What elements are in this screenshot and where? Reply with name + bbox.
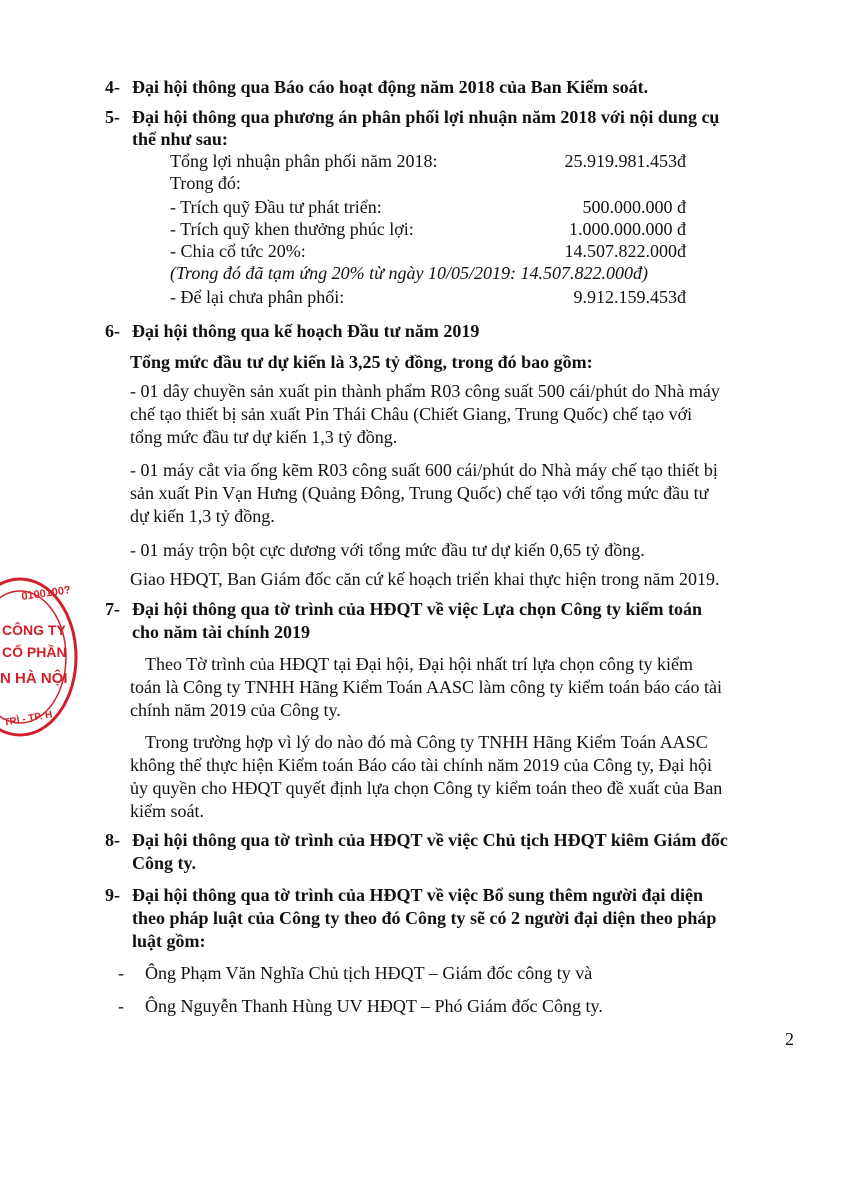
stamp-text: CÔNG TY bbox=[2, 622, 66, 638]
profit-row-value: 9.912.159.453đ bbox=[573, 287, 686, 307]
investment-bullet-line: dự kiến 1,3 tỷ đồng. bbox=[130, 506, 275, 526]
investment-subheading: Tổng mức đầu tư dự kiến là 3,25 tỷ đồng, trong đó bao gồm: bbox=[130, 352, 593, 372]
item-4-text: Đại hội thông qua Báo cáo hoạt động năm 2018 của Ban Kiểm soát. bbox=[132, 77, 649, 97]
investment-bullet-line: tổng mức đầu tư dự kiến 1,3 tỷ đồng. bbox=[130, 427, 398, 447]
auditor-paragraph-line: chính năm 2019 của Công ty. bbox=[130, 700, 341, 720]
item-7-number: 7- bbox=[105, 599, 120, 619]
item-8-number: 8- bbox=[105, 830, 120, 850]
auditor-paragraph-line: ủy quyền cho HĐQT quyết định lựa chọn Công ty kiểm toán theo đề xuất của Ban bbox=[130, 778, 723, 798]
profit-row-value: 500.000.000 đ bbox=[582, 197, 686, 217]
item-8-line2: Công ty. bbox=[132, 853, 197, 873]
profit-row-label: - Trích quỹ khen thưởng phúc lợi: bbox=[170, 219, 414, 239]
item-7-line2: cho năm tài chính 2019 bbox=[132, 622, 311, 642]
representative-dash: - bbox=[118, 996, 124, 1016]
item-7-line1: Đại hội thông qua tờ trình của HĐQT về việc Lựa chọn Công ty kiểm toán bbox=[132, 599, 702, 619]
dividend-advance-note: (Trong đó đã tạm ứng 20% từ ngày 10/05/2019: 14.507.822.000đ) bbox=[170, 263, 648, 283]
auditor-paragraph-line: toán là Công ty TNHH Hãng Kiểm Toán AASC làm công ty kiểm toán báo cáo tài bbox=[130, 677, 722, 697]
item-5-line1: Đại hội thông qua phương án phân phối lợi nhuận năm 2018 với nội dung cụ bbox=[132, 107, 720, 127]
profit-row-label: Tổng lợi nhuận phân phối năm 2018: bbox=[170, 151, 438, 171]
auditor-paragraph-line: Trong trường hợp vì lý do nào đó mà Công ty TNHH Hãng Kiểm Toán AASC bbox=[145, 732, 708, 752]
item-9-line3: luật gồm: bbox=[132, 931, 206, 951]
profit-row-label: - Trích quỹ Đầu tư phát triển: bbox=[170, 197, 382, 217]
profit-row-value: 1.000.000.000 đ bbox=[569, 219, 686, 239]
stamp-text: 0100100? bbox=[20, 584, 72, 603]
auditor-paragraph-line: không thể thực hiện Kiểm toán Báo cáo tài chính năm 2019 của Công ty, Đại hội bbox=[130, 755, 712, 775]
stamp-text: N HÀ NỘI bbox=[0, 670, 68, 687]
item-6-number: 6- bbox=[105, 321, 120, 341]
profit-row-label: - Chia cổ tức 20%: bbox=[170, 241, 306, 261]
item-4-number: 4- bbox=[105, 77, 120, 97]
investment-bullet-line: - 01 máy trộn bột cực dương với tổng mức đầu tư dự kiến 0,65 tỷ đồng. bbox=[130, 540, 645, 560]
representative-item: Ông Nguyễn Thanh Hùng UV HĐQT – Phó Giám đốc Công ty. bbox=[145, 996, 603, 1016]
investment-bullet-line: chế tạo thiết bị sản xuất Pin Thái Châu (Chiết Giang, Trung Quốc) chế tạo với bbox=[130, 404, 693, 424]
representative-item: Ông Phạm Văn Nghĩa Chủ tịch HĐQT – Giám đốc công ty và bbox=[145, 963, 593, 983]
profit-row-label: - Để lại chưa phân phối: bbox=[170, 287, 345, 307]
investment-closing: Giao HĐQT, Ban Giám đốc căn cứ kế hoạch triển khai thực hiện trong năm 2019. bbox=[130, 569, 720, 589]
item-9-number: 9- bbox=[105, 885, 120, 905]
profit-row-value: 25.919.981.453đ bbox=[564, 151, 686, 171]
item-6-text: Đại hội thông qua kế hoạch Đầu tư năm 2019 bbox=[132, 321, 480, 341]
item-5-line2: thể như sau: bbox=[132, 129, 228, 149]
profit-row-value: 14.507.822.000đ bbox=[564, 241, 686, 261]
representative-dash: - bbox=[118, 963, 124, 983]
item-8-line1: Đại hội thông qua tờ trình của HĐQT về việc Chủ tịch HĐQT kiêm Giám đốc bbox=[132, 830, 728, 850]
item-5-number: 5- bbox=[105, 107, 120, 127]
auditor-paragraph-line: kiểm soát. bbox=[130, 801, 204, 821]
auditor-paragraph-line: Theo Tờ trình của HĐQT tại Đại hội, Đại hội nhất trí lựa chọn công ty kiểm bbox=[145, 654, 693, 674]
investment-bullet-line: - 01 máy cắt via ống kẽm R03 công suất 600 cái/phút do Nhà máy chế tạo thiết bị bbox=[130, 460, 718, 480]
item-9-line2: theo pháp luật của Công ty theo đó Công ty sẽ có 2 người đại diện theo pháp bbox=[132, 908, 717, 928]
page-number: 2 bbox=[785, 1029, 794, 1049]
investment-bullet-line: sản xuất Pin Vạn Hưng (Quảng Đông, Trung Quốc) chế tạo với tổng mức đầu tư bbox=[130, 483, 709, 503]
investment-bullet-line: - 01 dây chuyền sản xuất pin thành phẩm R03 công suất 500 cái/phút do Nhà máy bbox=[130, 381, 720, 401]
stamp-text: CỔ PHẦN bbox=[2, 644, 67, 660]
profit-row-label: Trong đó: bbox=[170, 173, 241, 193]
stamp-text: TRÌ - TP. H bbox=[2, 709, 54, 729]
company-stamp bbox=[0, 575, 80, 740]
item-9-line1: Đại hội thông qua tờ trình của HĐQT về việc Bổ sung thêm người đại diện bbox=[132, 885, 703, 905]
